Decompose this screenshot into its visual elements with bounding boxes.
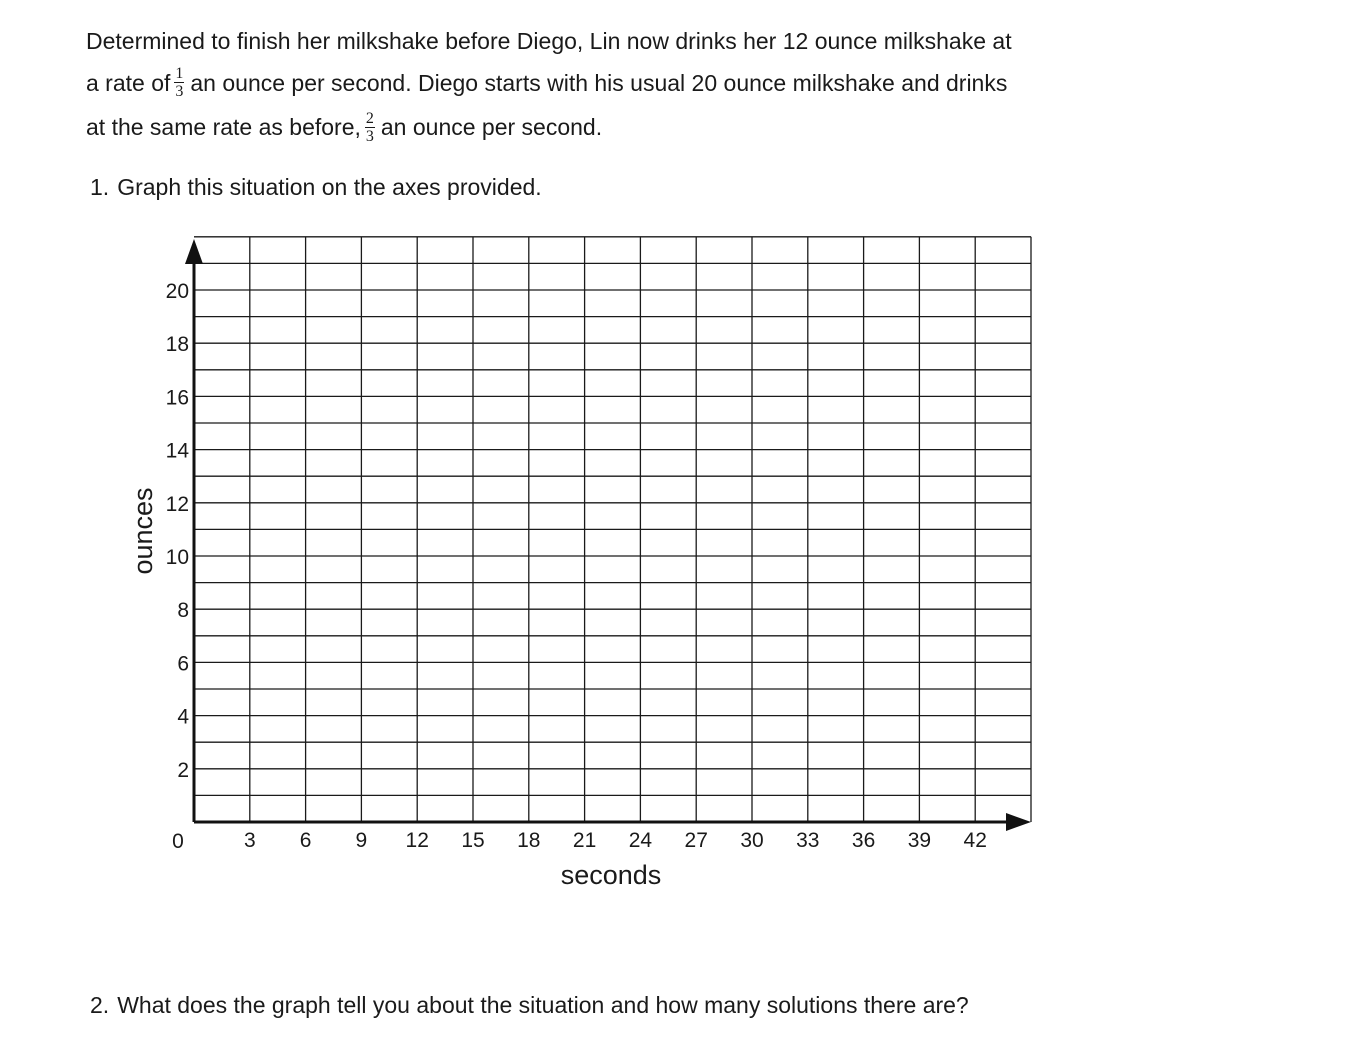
fraction-numerator: 1 [175,65,184,83]
y-tick-label: 10 [165,546,189,569]
origin-label: 0 [172,830,184,853]
fraction-numerator: 2 [365,109,374,127]
x-tick-label: 6 [299,829,312,852]
x-tick-label: 42 [963,829,987,852]
x-tick-label: 36 [851,829,876,852]
x-tick-label: 15 [461,829,485,852]
intro-line-3-start: at the same rate as before, [86,114,361,141]
x-tick-label: 24 [628,829,653,852]
intro-line-2-start: a rate of [86,70,171,96]
y-axis-title: ounces [128,487,158,575]
y-axis-arrow-icon [185,239,203,264]
fraction-denominator: 3 [175,83,184,101]
y-tick-label: 2 [177,758,189,782]
y-tick-label: 8 [177,599,189,623]
question-number: 1. [90,174,110,200]
x-tick-label: 12 [405,829,429,852]
x-axis-title: seconds [560,860,662,890]
x-tick-label: 30 [740,829,764,852]
intro-line-1: Determined to finish her milkshake before Diego, Lin now drinks her 12 ounce milkshake at [86,28,1012,54]
y-tick-label: 16 [165,386,189,410]
x-tick-label: 21 [572,829,597,852]
x-tick-label: 39 [907,829,932,852]
x-tick-label: 27 [684,829,708,852]
question-text: Graph this situation on the axes provided. [117,174,542,200]
intro-line-2-end: an ounce per second. Diego starts with his usual 20 ounce milkshake and drinks [190,70,1008,96]
question-2 [90,992,969,1019]
y-tick-label: 6 [177,652,189,676]
question-number: 2. [90,992,110,1018]
y-tick-label: 18 [165,333,189,357]
y-tick-label: 12 [165,492,189,516]
intro-line-3-end: an ounce per second. [380,114,603,141]
grid-lines [194,237,1031,822]
question-text: What does the graph tell you about the situation and how many solutions there are? [117,992,969,1018]
x-axis-arrow-icon [1006,813,1031,831]
x-tick-label: 3 [243,829,256,852]
x-tick-label: 9 [355,829,368,852]
y-tick-label: 20 [165,280,189,303]
x-tick-label: 33 [796,829,820,852]
fraction-denominator: 3 [365,127,374,145]
y-tick-label: 14 [165,439,189,463]
x-tick-label: 18 [517,829,541,852]
y-tick-label: 4 [177,705,189,729]
